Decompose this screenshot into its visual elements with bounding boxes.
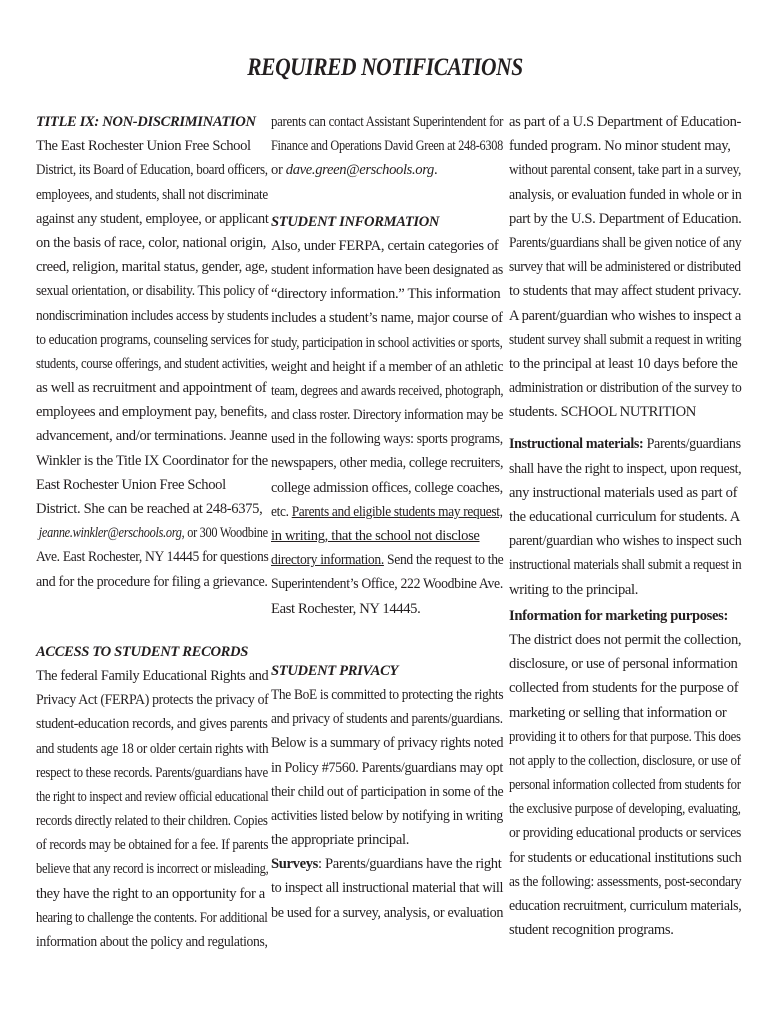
student-privacy-body [271, 683, 503, 925]
text-line: the right to inspect and review official educational [36, 788, 269, 805]
text-line: to inspect all instructional material that will [271, 880, 504, 897]
spacer [36, 594, 268, 640]
page-title: REQUIRED NOTIFICATIONS [247, 54, 523, 81]
records-heading: ACCESS TO STUDENT RECORDS [36, 643, 248, 660]
text-line: Superintendent’s Office, 222 Woodbine Ave. [271, 576, 503, 593]
text-line: study, participation in school activities or sports, [271, 334, 503, 351]
text-line: District. She can be reached at 248-6375, [36, 501, 263, 517]
text-line: East Rochester Union Free School [36, 476, 226, 493]
text-line: parent/guardian who wishes to inspect such [509, 533, 742, 550]
text-line: Parents/guardians shall be given notice of any [509, 234, 742, 251]
text-line: hearing to challenge the contents. For additional [36, 909, 268, 926]
text-line: of records may be obtained for a fee. If parents [36, 837, 269, 854]
text-line: students. SCHOOL NUTRITION [509, 404, 696, 421]
text-line: to the principal at least 10 days before the [509, 355, 738, 372]
text-line: activities listed below by notifying in writing [271, 807, 503, 824]
text-line: in Policy #7560. Parents/guardians may opt [271, 759, 503, 776]
title-ix-heading: TITLE IX: NON-DISCRIMINATION [36, 114, 256, 130]
text-line: for students or educational institutions such [509, 849, 742, 866]
text-line: East Rochester, NY 14445. [271, 600, 421, 617]
text-line: employees, and students, shall not discriminate [36, 186, 268, 203]
instructional-materials-label: Instructional materials: [509, 436, 644, 453]
marketing-body [509, 628, 741, 942]
text-line: The federal Family Educational Rights and [36, 667, 269, 684]
text-line: to education programs, counseling services for [36, 331, 269, 348]
text-line: Ave. East Rochester, NY 14445 for questions [36, 549, 269, 566]
text-line: The BoE is committed to protecting the rights [271, 686, 504, 703]
text-line: or providing educational products or services [509, 825, 741, 842]
text-line: the exclusive purpose of developing, evaluating, [509, 801, 741, 818]
text-line [271, 852, 503, 876]
text-line: believe that any record is incorrect or misleading, [36, 861, 269, 878]
text-line: student information have been designated as [271, 261, 503, 278]
text-line: analysis, or evaluation funded in whole or in [509, 186, 742, 203]
text-line: student recognition programs. [509, 922, 674, 939]
text-line: The East Rochester Union Free School [36, 138, 251, 155]
text-line: on the basis of race, color, national origin, [36, 234, 267, 251]
text-line: they have the right to an opportunity for a [36, 885, 265, 902]
text-line: weight and height if a member of an athletic [271, 358, 504, 375]
text-line [36, 521, 268, 545]
text-line: Below is a summary of privacy rights noted [271, 735, 504, 752]
text-line: advancement, and/or terminations. Jeanne [36, 428, 268, 445]
text-line: part by the U.S. Department of Education. [509, 210, 742, 227]
text-line [271, 524, 503, 548]
text-line: marketing or selling that information or [509, 704, 727, 721]
text-line: Winkler is the Title IX Coordinator for the [36, 452, 268, 469]
instructional-materials-body [509, 432, 741, 601]
text-line: team, degrees and awards received, photograph, [271, 382, 504, 399]
text-fragment: Parents/guardians [643, 436, 741, 453]
text-fragment: , or 300 Woodbine [181, 525, 268, 542]
text-line: against any student, employee, or applicant [36, 210, 269, 227]
student-privacy-heading: STUDENT PRIVACY [271, 662, 399, 679]
text-line: student survey shall submit a request in writing [509, 331, 742, 348]
text-line: personal information collected from students for [509, 777, 741, 794]
text-line: as part of a U.S Department of Education- [509, 114, 742, 130]
text-line: the educational curriculum for students. A [509, 509, 740, 525]
text-line: includes a student’s name, major course of [271, 310, 503, 327]
column-right [509, 110, 741, 942]
text-line: creed, religion, marital status, gender, age, [36, 259, 268, 276]
text-line: and students age 18 or older certain rights with [36, 740, 269, 757]
text-line: Privacy Act (FERPA) protects the privacy of [36, 692, 269, 709]
text-line: not apply to the collection, disclosure, or use of [509, 752, 741, 769]
text-line [509, 432, 741, 456]
title-ix-body [36, 134, 268, 594]
surveys-continued-body [509, 110, 741, 424]
text-line: administration or distribution of the survey to [509, 380, 742, 397]
text-line: college admission offices, college coaches, [271, 479, 503, 496]
text-fragment: Send the request to the [383, 552, 504, 569]
text-line: survey that will be administered or distributed [509, 259, 741, 276]
text-line: to students that may affect student privacy. [509, 283, 742, 300]
text-line [271, 548, 504, 572]
text-line: collected from students for the purpose of [509, 680, 739, 697]
text-line: disclosure, or use of personal information [509, 656, 738, 673]
text-fragment: etc. [271, 503, 292, 520]
text-line: District, its Board of Education, board officers, [36, 162, 268, 179]
spacer [271, 621, 503, 659]
text-line: The district does not permit the collection, [509, 631, 742, 648]
text-line: information about the policy and regulations, [36, 934, 268, 950]
text-line: funded program. No minor student may, [509, 138, 731, 155]
opt-out-notice: directory information. [271, 552, 384, 569]
opt-out-notice: in writing, that the school not disclose [271, 528, 480, 544]
text-line: records directly related to their children. Copies [36, 813, 268, 830]
student-information-body [271, 234, 503, 621]
spacer [509, 424, 741, 432]
text-line: the appropriate principal. [271, 832, 409, 849]
dave-green-email-link[interactable]: dave.green@erschools.org [285, 162, 434, 179]
marketing-heading: Information for marketing purposes: [509, 607, 728, 624]
text-line: as well as recruitment and appointment of [36, 380, 267, 397]
text-line [271, 158, 503, 182]
text-fragment: . [434, 162, 438, 179]
text-line: education recruitment, curriculum materials, [509, 898, 742, 914]
text-line: student-education records, and gives parents [36, 716, 268, 733]
text-line: respect to these records. Parents/guardians have [36, 764, 268, 781]
text-line [271, 500, 503, 524]
text-line: any instructional materials used as part of [509, 484, 738, 501]
text-line: nondiscrimination includes access by students [36, 307, 269, 324]
column-middle [271, 110, 503, 925]
text-line: “directory information.” This information [271, 286, 501, 303]
text-line: A parent/guardian who wishes to inspect a [509, 307, 741, 324]
opt-out-notice: Parents and eligible students may request, [291, 503, 503, 520]
text-line: as the following: assessments, post-secondary [509, 873, 742, 890]
student-information-heading: STUDENT INFORMATION [271, 213, 440, 230]
surveys-label: Surveys [271, 856, 319, 873]
text-line: instructional materials shall submit a request in [509, 557, 742, 574]
text-line: shall have the right to inspect, upon request, [509, 460, 742, 477]
text-line: and privacy of students and parents/guardians. [271, 711, 503, 728]
text-line: newspapers, other media, college recruiters, [271, 455, 504, 472]
text-fragment: : Parents/guardians have the right [318, 856, 502, 873]
text-line: and for the procedure for filing a grievance. [36, 573, 268, 590]
text-line: and class roster. Directory information may be [271, 407, 504, 424]
text-line: be used for a survey, analysis, or evaluation [271, 904, 504, 921]
column-left [36, 110, 268, 954]
text-line: their child out of participation in some of the [271, 783, 504, 800]
text-line: parents can contact Assistant Superintendent for [271, 114, 504, 130]
text-line: writing to the principal. [509, 581, 639, 598]
text-line: students, course offerings, and student activities, [36, 355, 268, 372]
text-line: Finance and Operations David Green at 248-6308 [271, 138, 504, 155]
text-line: sexual orientation, or disability. This policy of [36, 283, 269, 300]
spacer [271, 183, 503, 210]
title-ix-email-link[interactable]: jeanne.winkler@erschools.org [38, 525, 182, 542]
records-body [36, 664, 268, 954]
text-line: without parental consent, take part in a survey, [509, 162, 742, 179]
text-line: providing it to others for that purpose. This does [509, 728, 741, 745]
text-fragment: or [271, 162, 286, 179]
text-line: used in the following ways: sports programs, [271, 431, 503, 448]
text-line: Also, under FERPA, certain categories of [271, 237, 499, 254]
text-line: employees and employment pay, benefits, [36, 404, 267, 421]
